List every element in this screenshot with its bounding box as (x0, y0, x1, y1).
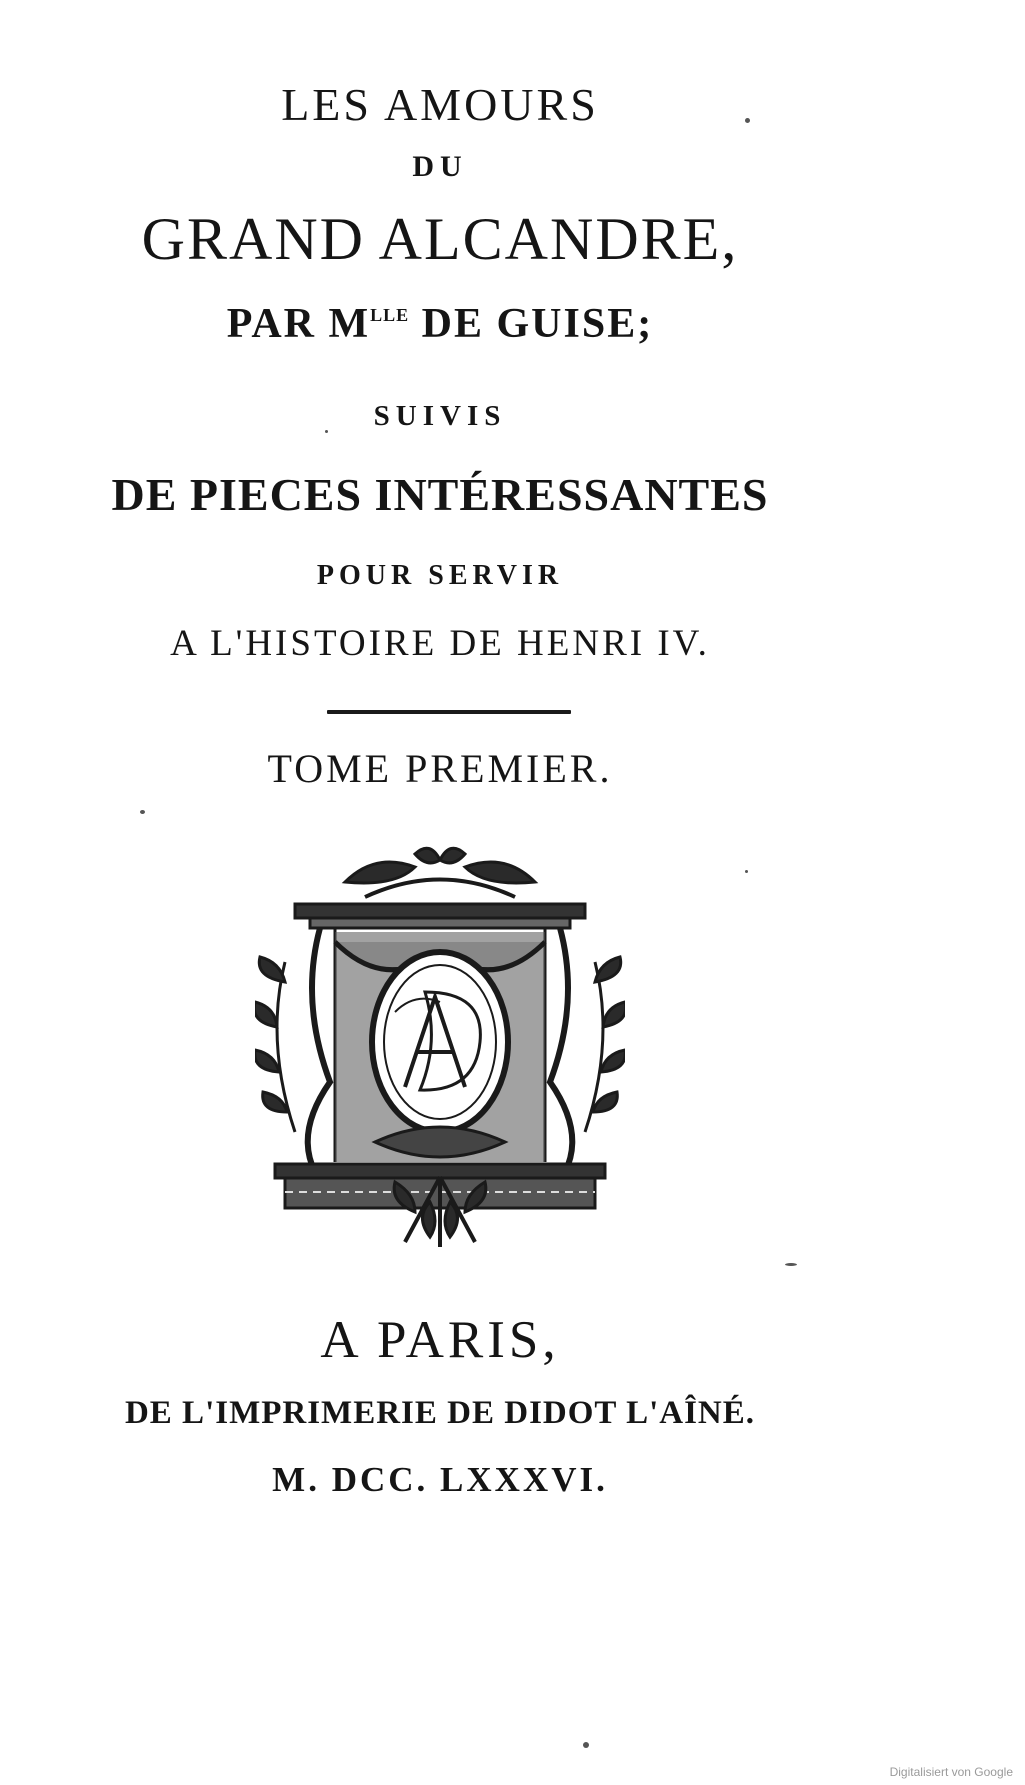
monogram-cartouche-ornament-icon (255, 842, 625, 1252)
author-line (0, 300, 880, 348)
scan-speck (583, 1742, 589, 1748)
subtitle-suivis: SUIVIS (373, 400, 507, 432)
scan-speck (785, 1263, 797, 1266)
scan-speck (140, 810, 145, 814)
author-superscript: LLE (370, 305, 410, 325)
imprint-year: M. DCC. LXXXVI. (272, 1460, 608, 1499)
divider-rule (327, 710, 571, 714)
title-line-du: DU (412, 150, 468, 183)
scan-speck (745, 118, 750, 123)
subtitle-histoire: A L'HISTOIRE DE HENRI IV. (170, 623, 710, 664)
subtitle-pour-servir: POUR SERVIR (316, 560, 564, 591)
volume-label: TOME PREMIER. (267, 746, 613, 791)
imprint-printer: DE L'IMPRIMERIE DE DIDOT L'AÎNÉ. (124, 1395, 756, 1431)
watermark: Digitalisiert von Google (889, 1765, 1013, 1779)
subtitle-pieces: DE PIECES INTÉRESSANTES (111, 469, 769, 520)
title-line-grand-alcandre: GRAND ALCANDRE, (141, 206, 739, 272)
scan-speck (745, 870, 748, 873)
title-line-les-amours: LES AMOURS (281, 79, 599, 130)
imprint-place: A PARIS, (320, 1311, 560, 1369)
author-prefix: PAR M (226, 301, 371, 347)
scan-speck (325, 430, 328, 433)
author-name: DE GUISE; (409, 301, 654, 347)
